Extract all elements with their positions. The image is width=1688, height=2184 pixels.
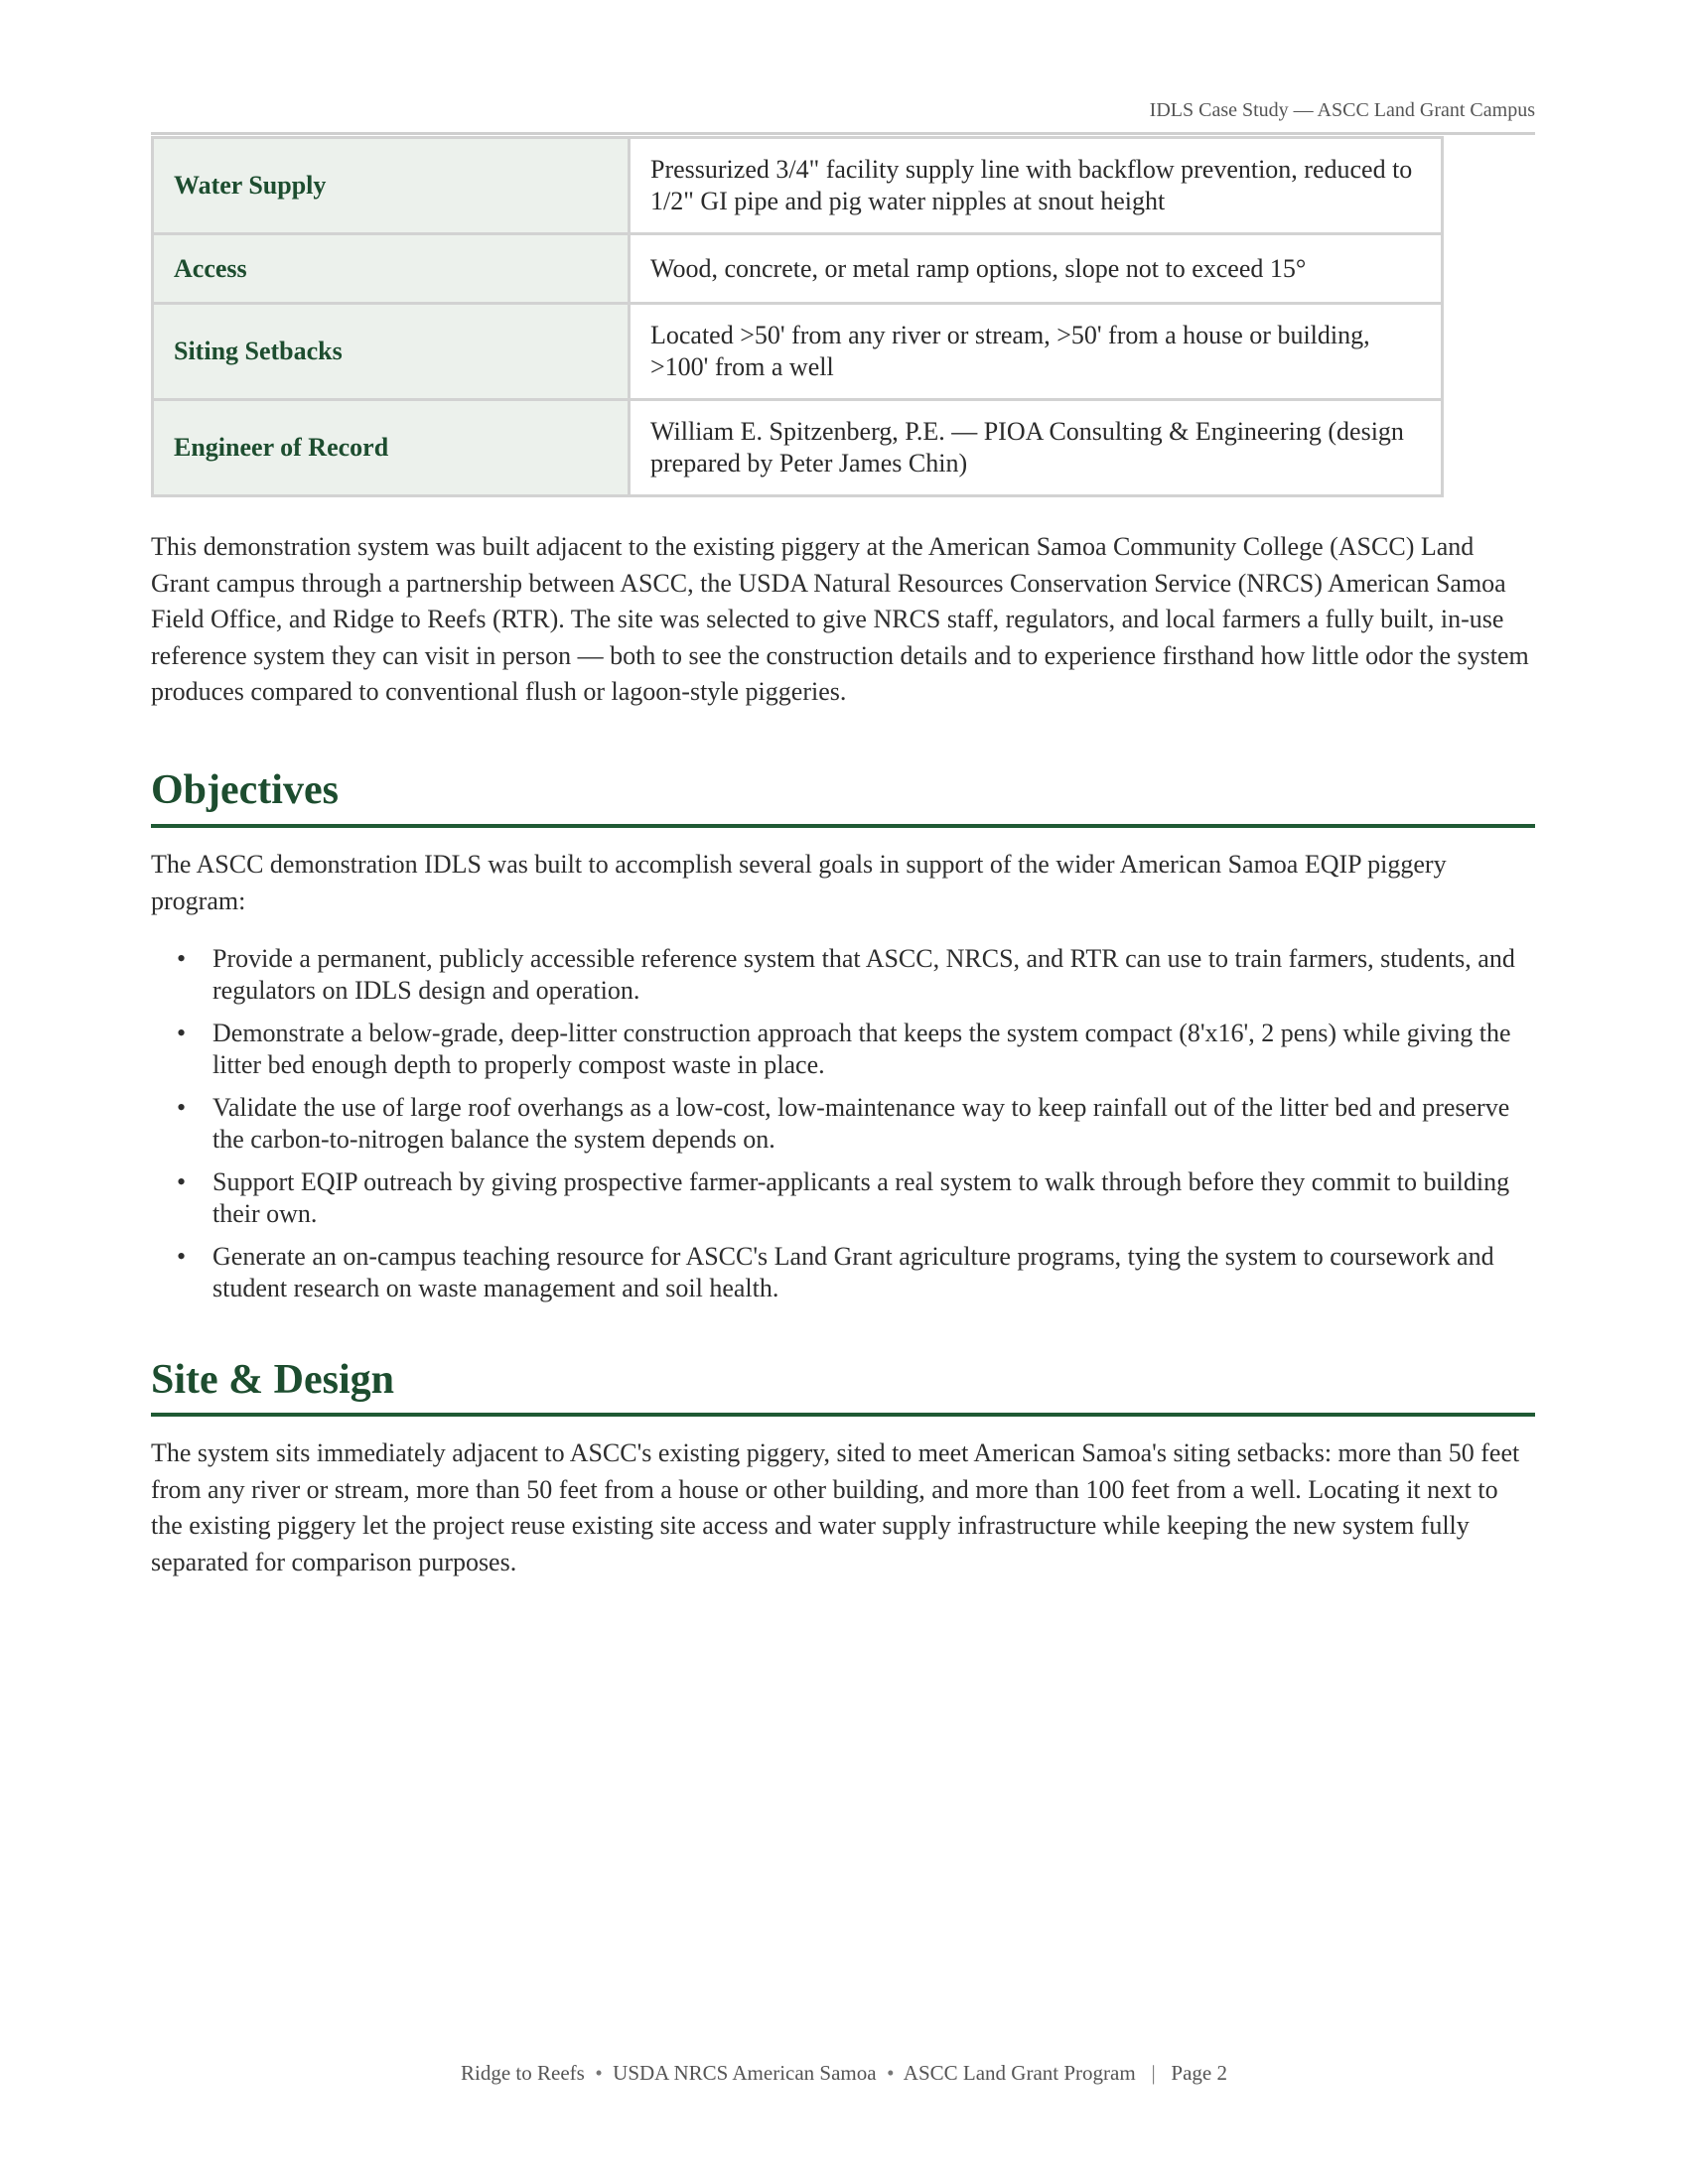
footer-separator: • [887,2061,895,2085]
bullet-icon: • [177,1019,187,1047]
row-label: Access [153,234,630,304]
table-row [153,400,1443,496]
table-row [153,138,1443,234]
row-value: Pressurized 3/4" facility supply line with backflow prevention, reduced to 1/2" GI pipe and pig water nipples at snout height [630,138,1443,234]
row-value: Wood, concrete, or metal ramp options, slope not to exceed 15° [630,234,1443,304]
bullet-icon: • [177,1242,187,1271]
footer-org-rtr: Ridge to Reefs [461,2061,585,2085]
page-number: Page 2 [1171,2061,1227,2085]
footer-separator: • [595,2061,603,2085]
row-label: Siting Setbacks [153,304,630,400]
bullet-icon: • [177,944,187,973]
row-label: Engineer of Record [153,400,630,496]
objectives-list [151,943,1535,1315]
bullet-icon: • [177,1093,187,1122]
footer-org-nrcs: USDA NRCS American Samoa [613,2061,877,2085]
header-rule [151,132,1535,135]
running-footer [0,2061,1688,2086]
intro-paragraph: This demonstration system was built adjacent to the existing piggery at the American Samoa Community College (ASCC) Land Grant campus through a partnership between ASCC, the USDA Natural Resources Conservation Service (NRCS) American Samoa Field Office, and Ridge to Reefs (RTR). The site was selected to give NRCS staff, regulators, and local farmers a fully built, in-use reference system they can visit in person — both to see the construction details and to experience firsthand how little odor the system produces compared to conventional flush or lagoon-style piggeries. [151,532,1529,706]
bullet-icon: • [177,1167,187,1196]
row-value: William E. Spitzenberg, P.E. — PIOA Consulting & Engineering (design prepared by Peter James Chin) [630,400,1443,496]
objectives-intro: The ASCC demonstration IDLS was built to accomplish several goals in support of the wider American Samoa EQIP piggery program: [151,850,1447,915]
list-item [151,943,1535,1007]
site-design-rule [151,1413,1535,1417]
spec-table [151,136,1444,497]
list-item-text: Validate the use of large roof overhangs as a low-cost, low-maintenance way to keep rainfall out of the litter bed and preserve the carbon-to-nitrogen balance the system depends on. [212,1093,1510,1154]
list-item-text: Demonstrate a below-grade, deep-litter construction approach that keeps the system compact (8'x16', 2 pens) while giving the litter bed enough depth to properly compost waste in place. [212,1019,1511,1079]
row-value: Located >50' from any river or stream, >50' from a house or building, >100' from a well [630,304,1443,400]
objectives-heading: Objectives [151,767,339,813]
table-row [153,234,1443,304]
list-item-text: Provide a permanent, publicly accessible reference system that ASCC, NRCS, and RTR can use to train farmers, students, and regulators on IDLS design and operation. [212,944,1515,1005]
list-item [151,1241,1535,1304]
list-item [151,1018,1535,1081]
row-label: Water Supply [153,138,630,234]
table-row [153,304,1443,400]
site-design-paragraph: The system sits immediately adjacent to ASCC's existing piggery, sited to meet American Samoa's siting setbacks: more than 50 feet from any river or stream, more than 50 feet from a house or other building, and more than 100 feet from a well. Locating it next to the existing piggery let the project reuse existing site access and water supply infrastructure while keeping the new system fully separated for comparison purposes. [151,1438,1520,1576]
list-item [151,1166,1535,1230]
objectives-rule [151,824,1535,828]
site-design-heading: Site & Design [151,1357,394,1403]
footer-org-ascc: ASCC Land Grant Program [903,2061,1136,2085]
list-item-text: Generate an on-campus teaching resource for ASCC's Land Grant agriculture programs, tying the system to coursework and student research on waste management and soil health. [212,1242,1494,1302]
running-header: IDLS Case Study — ASCC Land Grant Campus [1149,99,1535,121]
footer-separator: | [1151,2061,1156,2085]
list-item [151,1092,1535,1156]
list-item-text: Support EQIP outreach by giving prospective farmer-applicants a real system to walk through before they commit to building their own. [212,1167,1510,1228]
